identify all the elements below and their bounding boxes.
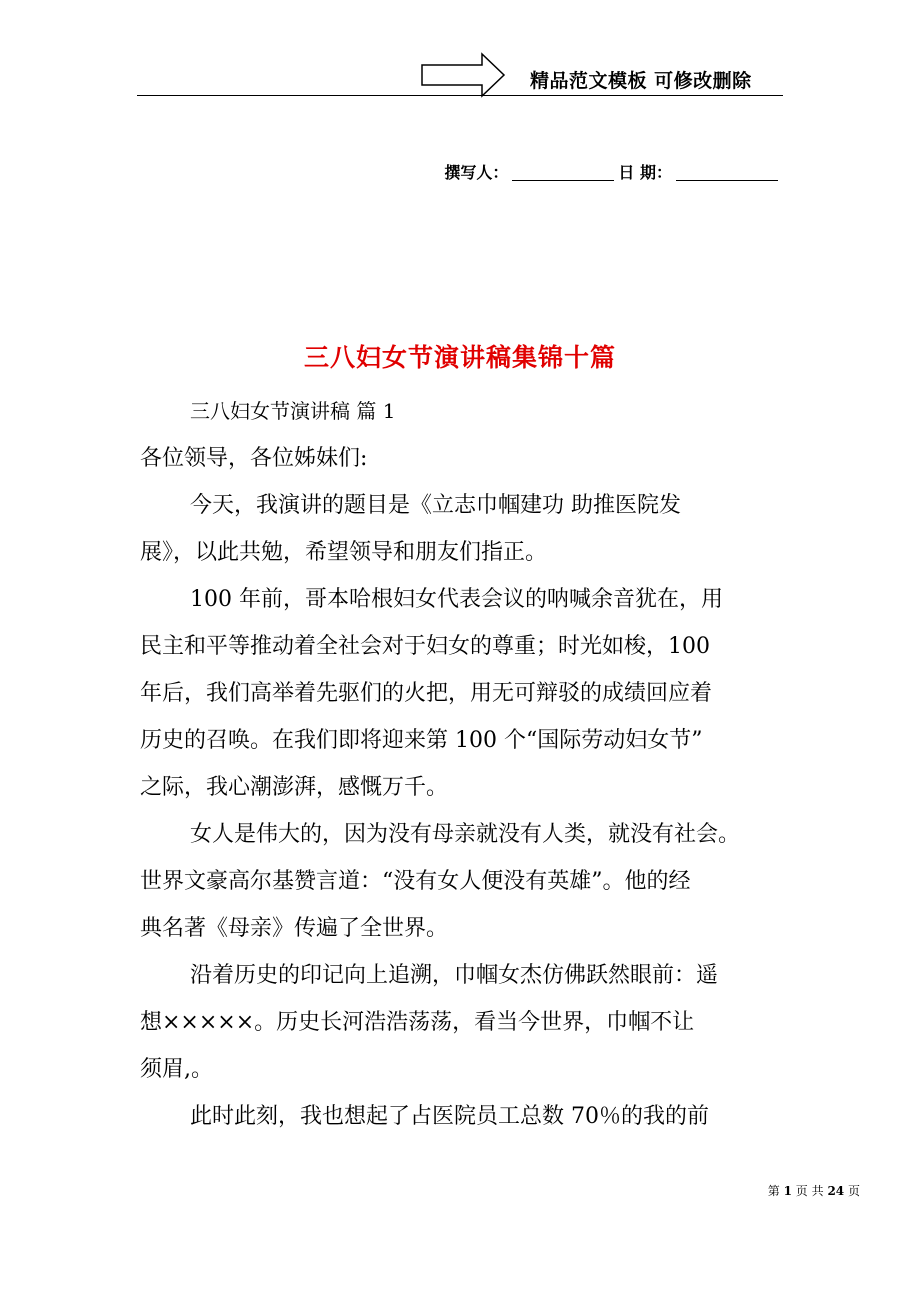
- section-heading: 三八妇女节演讲稿 篇 1: [190, 399, 396, 423]
- author-date-fields: [444, 160, 782, 183]
- body-line: 今天，我演讲的题目是《立志巾帼建功 助推医院发: [190, 493, 681, 518]
- body-line: 沿着历史的印记向上追溯，巾帼女杰仿佛跃然眼前：遥: [190, 963, 719, 988]
- body-line: 想×××××。历史长河浩浩荡荡，看当今世界，巾帼不让: [140, 1010, 695, 1035]
- page-number: 1: [783, 1184, 792, 1198]
- arrow-icon: [420, 52, 506, 98]
- author-blank: [512, 162, 614, 181]
- body-line: 须眉,。: [140, 1057, 213, 1082]
- page-footer: [768, 1182, 860, 1199]
- header-rule: [137, 95, 783, 96]
- header-banner: 精品范文模板 可修改删除: [530, 70, 752, 92]
- body-line: 此时此刻，我也想起了占医院员工总数 70％的我的前: [190, 1104, 709, 1129]
- author-label: 撰写人：: [444, 163, 509, 182]
- body-line: 女人是伟大的，因为没有母亲就没有人类，就没有社会。: [190, 822, 741, 847]
- document-body: [140, 388, 782, 1140]
- date-blank: [676, 162, 778, 181]
- body-line: 100 年前，哥本哈根妇女代表会议的呐喊余音犹在，用: [190, 587, 723, 612]
- body-line: 之际，我心潮澎湃，感慨万千。: [140, 775, 449, 800]
- footer-post: 页: [847, 1184, 860, 1198]
- total-pages: 24: [827, 1184, 845, 1198]
- salutation: 各位领导，各位姊妹们:: [140, 446, 368, 471]
- footer-pre: 第: [767, 1184, 780, 1198]
- body-line: 展》，以此共勉，希望领导和朋友们指正。: [140, 540, 548, 565]
- document-title: 三八妇女节演讲稿集锦十篇: [303, 343, 616, 372]
- body-line: 世界文豪高尔基赞言道：“没有女人便没有英雄”。他的经: [140, 869, 691, 894]
- body-line: 民主和平等推动着全社会对于妇女的尊重；时光如梭，100: [140, 634, 710, 659]
- body-line: 历史的召唤。在我们即将迎来第 100 个“国际劳动妇女节”: [140, 728, 703, 753]
- body-line: 年后，我们高举着先驱们的火把，用无可辩驳的成绩回应着: [140, 681, 713, 706]
- date-label: 日 期：: [618, 163, 672, 182]
- body-line: 典名著《母亲》传遍了全世界。: [140, 916, 449, 941]
- footer-mid: 页 共: [795, 1184, 824, 1198]
